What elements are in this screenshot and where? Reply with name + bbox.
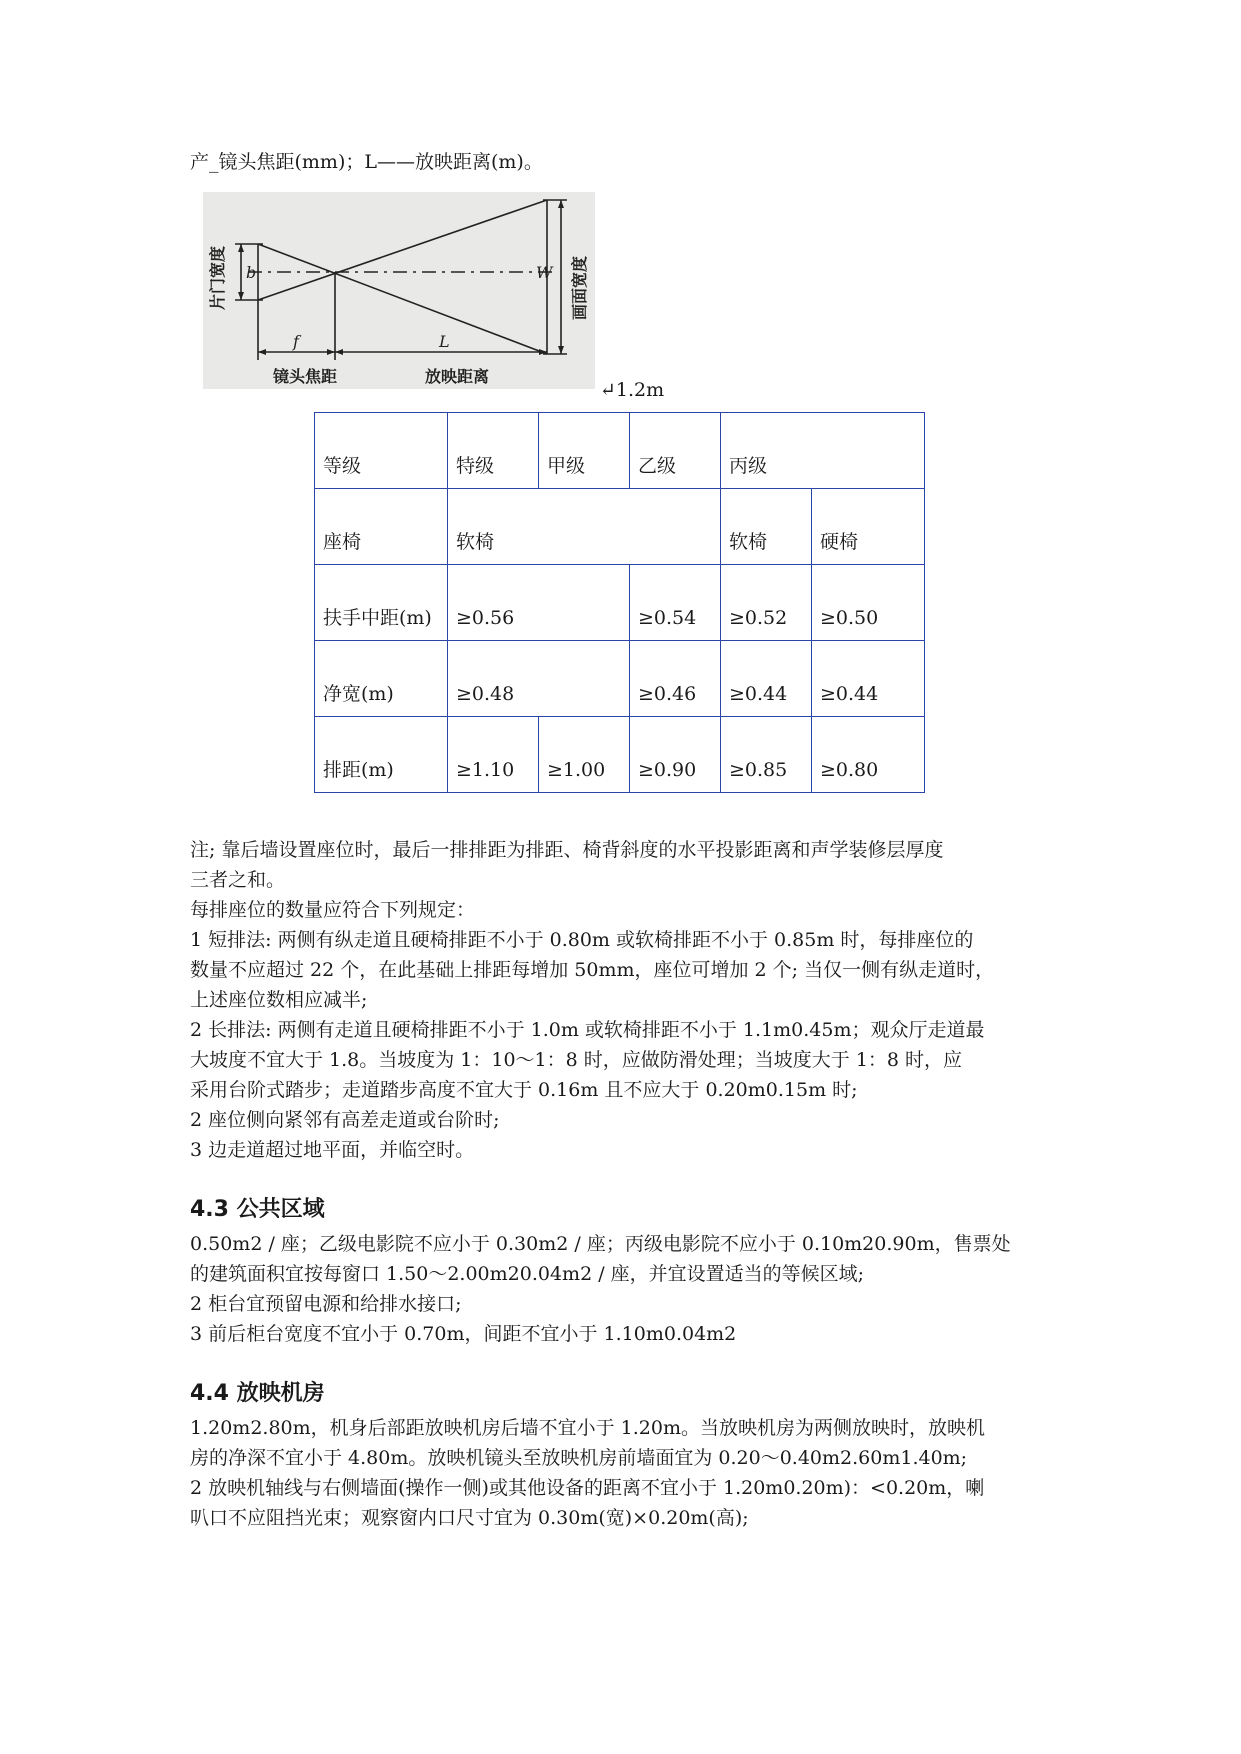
var-f: f bbox=[293, 332, 299, 351]
paragraph-line: 3 边走道超过地平面，并临空时。 bbox=[190, 1139, 475, 1161]
section-line: 1.20m2.80m，机身后部距放映机房后墙不宜小于 1.20m。当放映机房为两侧放映时，放映机 bbox=[190, 1417, 986, 1439]
table-cell: ≥1.00 bbox=[539, 717, 630, 793]
figure-caption-text: 1.2m bbox=[615, 379, 665, 401]
paragraph-line: 注; 靠后墙设置座位时，最后一排排距为排距、椅背斜度的水平投影距离和声学装修层厚度 bbox=[190, 839, 944, 861]
table-cell: ≥0.56 bbox=[448, 565, 630, 641]
table-cell: 扶手中距(m) bbox=[315, 565, 448, 641]
table-cell: ≥0.80 bbox=[812, 717, 925, 793]
var-w: W bbox=[536, 263, 553, 282]
projection-diagram-svg bbox=[203, 192, 595, 389]
table-cell: ≥0.85 bbox=[721, 717, 812, 793]
table-cell: 等级 bbox=[315, 413, 448, 489]
var-l: L bbox=[439, 332, 450, 351]
table-cell: 净宽(m) bbox=[315, 641, 448, 717]
paragraph-line: 采用台阶式踏步；走道踏步高度不宜大于 0.16m 且不应大于 0.20m0.15m 时; bbox=[190, 1079, 858, 1101]
paragraph-line: 每排座位的数量应符合下列规定： bbox=[190, 899, 476, 921]
table-cell: ≥0.54 bbox=[630, 565, 721, 641]
var-b: b bbox=[246, 263, 257, 282]
paragraph-line: 三者之和。 bbox=[190, 869, 286, 891]
paragraph-line: 大坡度不宜大于 1.8。当坡度为 1：10～1：8 时，应做防滑处理；当坡度大于 1：8 时，应 bbox=[190, 1049, 963, 1071]
paragraph-line: 2 长排法: 两侧有走道且硬椅排距不小于 1.0m 或软椅排距不小于 1.1m0.45m；观众厅走道最 bbox=[190, 1019, 985, 1041]
table-cell: 软椅 bbox=[448, 489, 721, 565]
ray-lower bbox=[258, 244, 547, 354]
table-cell: 丙级 bbox=[721, 413, 925, 489]
section-line: 叭口不应阻挡光束；观察窗内口尺寸宜为 0.30m(宽)×0.20m(高); bbox=[190, 1507, 749, 1529]
paragraph-line: 数量不应超过 22 个，在此基础上排距每增加 50mm，座位可增加 2 个; 当仅一侧有纵走道时， bbox=[190, 959, 995, 981]
label-focal-length: 镜头焦距 bbox=[273, 367, 338, 386]
projection-diagram bbox=[203, 192, 595, 389]
table-cell: ≥1.10 bbox=[448, 717, 539, 793]
label-throw-distance: 放映距离 bbox=[425, 367, 490, 386]
section-line: 0.50m2 / 座；乙级电影院不应小于 0.30m2 / 座；丙级电影院不应小于 0.10m20.90m，售票处 bbox=[190, 1233, 1011, 1255]
table-cell: ≥0.90 bbox=[630, 717, 721, 793]
table-row bbox=[315, 565, 925, 641]
table-row bbox=[315, 641, 925, 717]
table-row bbox=[315, 413, 925, 489]
label-aperture-width: 片门宽度 bbox=[208, 245, 227, 310]
paragraph-line: 1 短排法: 两侧有纵走道且硬椅排距不小于 0.80m 或软椅排距不小于 0.85m 时，每排座位的 bbox=[190, 929, 974, 951]
table-cell: ≥0.48 bbox=[448, 641, 630, 717]
section-line: 2 放映机轴线与右侧墙面(操作一侧)或其他设备的距离不宜小于 1.20m0.20m)：<0.20m，喇 bbox=[190, 1477, 985, 1499]
seat-table bbox=[314, 412, 925, 793]
section-heading-4-3: 4.3 公共区域 bbox=[190, 1197, 325, 1222]
table-cell: ≥0.50 bbox=[812, 565, 925, 641]
paragraph-line: 上述座位数相应减半; bbox=[190, 989, 368, 1011]
table-cell: 座椅 bbox=[315, 489, 448, 565]
table-cell: 排距(m) bbox=[315, 717, 448, 793]
table-cell: 硬椅 bbox=[812, 489, 925, 565]
seat-table-wrap bbox=[314, 412, 925, 793]
section-heading-4-4: 4.4 放映机房 bbox=[190, 1381, 325, 1406]
table-cell: 软椅 bbox=[721, 489, 812, 565]
table-cell: ≥0.52 bbox=[721, 565, 812, 641]
section-line: 的建筑面积宜按每窗口 1.50～2.00m20.04m2 / 座，并宜设置适当的等候区域; bbox=[190, 1263, 865, 1285]
figure-caption: ↵1.2m bbox=[600, 379, 665, 401]
section-line: 2 柜台宜预留电源和给排水接口; bbox=[190, 1293, 462, 1315]
table-row bbox=[315, 489, 925, 565]
ray-upper bbox=[258, 200, 547, 300]
section-line: 3 前后柜台宽度不宜小于 0.70m，间距不宜小于 1.10m0.04m2 bbox=[190, 1323, 737, 1345]
table-cell: ≥0.44 bbox=[812, 641, 925, 717]
table-cell: ≥0.44 bbox=[721, 641, 812, 717]
intro-line: 产_镜头焦距(mm)；L——放映距离(m)。 bbox=[190, 151, 543, 173]
table-row bbox=[315, 717, 925, 793]
table-cell: 甲级 bbox=[539, 413, 630, 489]
paragraph-line: 2 座位侧向紧邻有高差走道或台阶时; bbox=[190, 1109, 500, 1131]
table-cell: 乙级 bbox=[630, 413, 721, 489]
section-line: 房的净深不宜小于 4.80m。放映机镜头至放映机房前墙面宜为 0.20～0.40m2.60m1.40m; bbox=[190, 1447, 968, 1469]
table-cell: 特级 bbox=[448, 413, 539, 489]
label-screen-width: 画面宽度 bbox=[570, 255, 589, 320]
table-cell: ≥0.46 bbox=[630, 641, 721, 717]
